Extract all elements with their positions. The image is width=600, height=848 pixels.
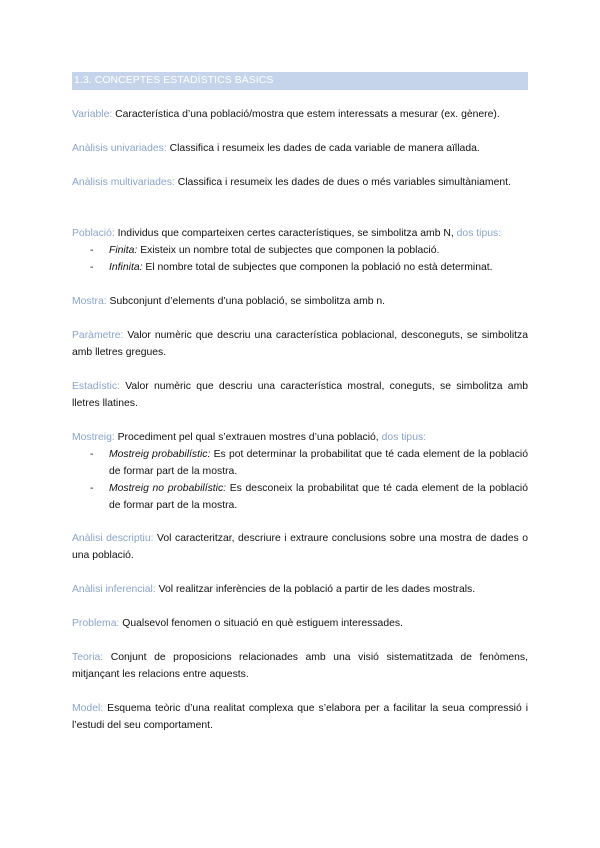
definition-model-text: Esquema teòric d’una realitat complexa que s’elabora per a facilitar la seua compressió i l’estudi del seu comportament. xyxy=(72,703,529,731)
list-item xyxy=(72,446,528,480)
item-text: El nombre total de subjectes que componen la població no està determinat. xyxy=(145,262,493,273)
item-text: Es pot determinar la probabilitat que té cada element de la població de formar part de la mostra. xyxy=(109,449,528,477)
item-term: Finita: xyxy=(109,245,138,256)
item-term: Mostreig no probabilístic: xyxy=(109,483,227,494)
term-population: Població: xyxy=(72,228,115,239)
term-theory: Teoria: xyxy=(72,652,104,663)
definition-descriptive-text: Vol caracteritzar, descriure i extraure conclusions sobre una mostra de dades o una població. xyxy=(72,533,529,561)
definition-population-text: Individus que comparteixen certes característiques, se simbolitza amb N, xyxy=(117,228,454,239)
sampling-types-label: dos tipus: xyxy=(381,432,427,443)
term-descriptive: Anàlisi descriptiu: xyxy=(72,533,154,544)
definition-sample xyxy=(72,293,528,310)
definition-variable xyxy=(72,106,528,123)
list-item xyxy=(72,480,528,514)
definition-model xyxy=(72,700,528,734)
population-types-label: dos tipus: xyxy=(456,228,502,239)
dash-marker: - xyxy=(90,245,94,256)
list-item xyxy=(72,259,528,276)
dash-marker: - xyxy=(90,262,94,273)
definition-statistic-text: Valor numèric que descriu una característica mostral, coneguts, se simbolitza amb lletres llatines. xyxy=(72,381,529,409)
definition-parameter-text: Valor numèric que descriu una característica poblacional, desconeguts, se simbolitza amb lletres gregues. xyxy=(72,330,528,358)
term-parameter: Paràmetre: xyxy=(72,330,124,341)
definition-inferential-text: Vol realitzar inferències de la població a partir de les dades mostrals. xyxy=(158,584,476,595)
dash-marker: - xyxy=(90,449,94,460)
term-sampling: Mostreig: xyxy=(72,432,115,443)
term-univariate: Anàlisis univariades: xyxy=(72,143,167,154)
definition-multivariate-text: Classifica i resumeix les dades de dues o més variables simultàniament. xyxy=(177,177,511,188)
term-model: Model: xyxy=(72,703,104,714)
definition-univariate xyxy=(72,140,528,157)
term-statistic: Estadístic: xyxy=(72,381,120,392)
definition-descriptive xyxy=(72,530,528,564)
definition-sampling xyxy=(72,429,528,446)
term-sample: Mostra: xyxy=(72,296,107,307)
definition-problem xyxy=(72,615,528,632)
term-inferential: Anàlisi inferencial: xyxy=(72,584,156,595)
term-problem: Problema: xyxy=(72,618,120,629)
population-types-list xyxy=(72,242,528,276)
definition-multivariate xyxy=(72,174,528,191)
definition-statistic xyxy=(72,378,528,412)
definition-theory-text: Conjunt de proposicions relacionades amb una visió sistematitzada de fenòmens, mitjançant les relacions entre aquests. xyxy=(72,652,529,680)
item-term: Mostreig probabilístic: xyxy=(109,449,211,460)
term-variable: Variable: xyxy=(72,109,113,120)
item-text: Existeix un nombre total de subjectes que componen la població. xyxy=(140,245,440,256)
item-term: Infinita: xyxy=(109,262,143,273)
definition-inferential xyxy=(72,581,528,598)
term-multivariate: Anàlisis multivariades: xyxy=(72,177,175,188)
item-text: Es desconeix la probabilitat que té cada element de la població de formar part de la mostra. xyxy=(109,483,529,511)
definition-parameter xyxy=(72,327,528,361)
definition-sample-text: Subconjunt d’elements d’una població, se simbolitza amb n. xyxy=(109,296,386,307)
dash-marker: - xyxy=(90,483,94,494)
definition-population xyxy=(72,225,528,242)
definition-theory xyxy=(72,649,528,683)
sampling-types-list xyxy=(72,446,528,514)
definition-univariate-text: Classifica i resumeix les dades de cada variable de manera aïllada. xyxy=(169,143,480,154)
definition-variable-text: Característica d’una població/mostra que estem interessats a mesurar (ex. gènere). xyxy=(115,109,500,120)
list-item xyxy=(72,242,528,259)
definition-sampling-text: Procediment pel qual s’extrauen mostres d’una població, xyxy=(117,432,379,443)
section-heading: 1.3. CONCEPTES ESTADÍSTICS BÀSICS xyxy=(72,72,528,90)
definition-problem-text: Qualsevol fenomen o situació en què estiguem interessades. xyxy=(122,618,403,629)
